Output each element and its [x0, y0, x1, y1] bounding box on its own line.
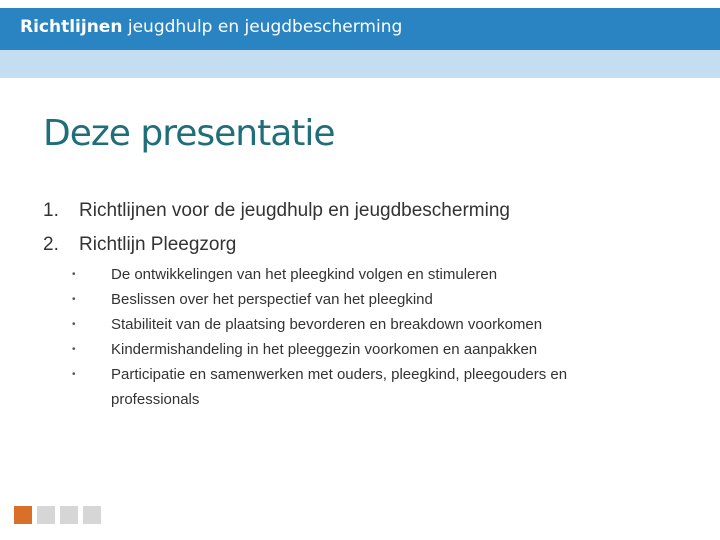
bullet-text: Participatie en samenwerken met ouders, pleegkind, pleegouders en professionals — [111, 366, 568, 408]
bullet-item — [72, 287, 632, 312]
bullet-item — [72, 262, 632, 287]
brand-bold: Richtlijnen — [20, 17, 123, 37]
nav-square-2[interactable] — [37, 506, 55, 524]
item-text: Richtlijn Pleegzorg — [79, 234, 237, 255]
nav-square-4[interactable] — [83, 506, 101, 524]
bullet-item — [72, 337, 632, 362]
bullet-text: Kindermishandeling in het pleeggezin voorkomen en aanpakken — [111, 341, 538, 358]
nav-square-3[interactable] — [60, 506, 78, 524]
bullet-dot-icon: • — [72, 294, 76, 305]
bullet-dot-icon: • — [72, 319, 76, 330]
bullet-item — [72, 362, 632, 412]
item-number: 2. — [43, 234, 59, 255]
item-text: Richtlijnen voor de jeugdhulp en jeugdbescherming — [79, 200, 510, 221]
item-number: 1. — [43, 200, 59, 221]
header-subband — [0, 50, 720, 78]
numbered-item — [43, 231, 510, 265]
numbered-list — [43, 197, 510, 265]
bullet-item — [72, 312, 632, 337]
bullet-list — [72, 262, 632, 412]
nav-square-1[interactable] — [14, 506, 32, 524]
bullet-text: Beslissen over het perspectief van het pleegkind — [111, 291, 433, 308]
bullet-text: De ontwikkelingen van het pleegkind volgen en stimuleren — [111, 266, 498, 283]
bullet-dot-icon: • — [72, 369, 76, 380]
slide-nav-squares — [14, 506, 101, 524]
header-band — [0, 8, 720, 50]
brand-rest: jeugdhulp en jeugdbescherming — [122, 17, 403, 37]
bullet-dot-icon: • — [72, 344, 76, 355]
brand-title — [20, 17, 402, 37]
slide-title: Deze presentatie — [43, 113, 335, 154]
bullet-dot-icon: • — [72, 269, 76, 280]
numbered-item — [43, 197, 510, 231]
bullet-text: Stabiliteit van de plaatsing bevorderen en breakdown voorkomen — [111, 316, 543, 333]
